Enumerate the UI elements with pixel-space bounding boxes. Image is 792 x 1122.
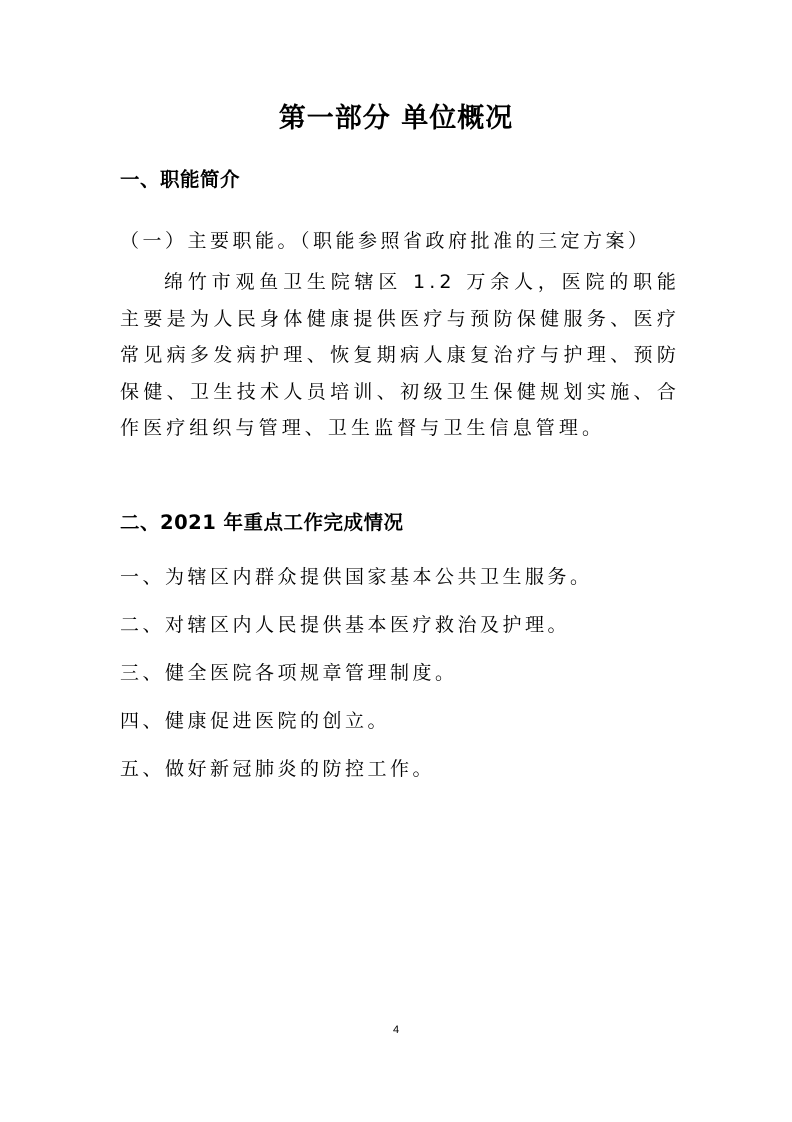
page-title: 第一部分 单位概况 bbox=[278, 103, 514, 134]
section-heading-functions: 一、职能简介 bbox=[120, 168, 241, 191]
key-work-list bbox=[120, 562, 593, 802]
list-item: 三、健全医院各项规章管理制度。 bbox=[120, 662, 458, 684]
list-item: 一、为辖区内群众提供国家基本公共卫生服务。 bbox=[120, 566, 593, 588]
list-item: 二、对辖区内人民提供基本医疗救治及护理。 bbox=[120, 614, 571, 636]
functions-paragraph: 绵竹市观鱼卫生院辖区 1.2 万余人，医院的职能主要是为人民身体健康提供医疗与预防保健服务、医疗常见病多发病护理、恢复期病人康复治疗与护理、预防保健、卫生技术人员培训、初级卫生保健规划实施、合作医疗组织与管理、卫生监督与卫生信息管理。 bbox=[120, 271, 680, 440]
section-heading-key-work: 二、2021 年重点工作完成情况 bbox=[120, 511, 404, 534]
list-item: 四、健康促进医院的创立。 bbox=[120, 710, 391, 732]
list-item: 五、做好新冠肺炎的防控工作。 bbox=[120, 758, 436, 780]
subsection-heading-main-functions: （一）主要职能。（职能参照省政府批准的三定方案） bbox=[120, 230, 651, 252]
page-number: 4 bbox=[392, 1024, 400, 1036]
